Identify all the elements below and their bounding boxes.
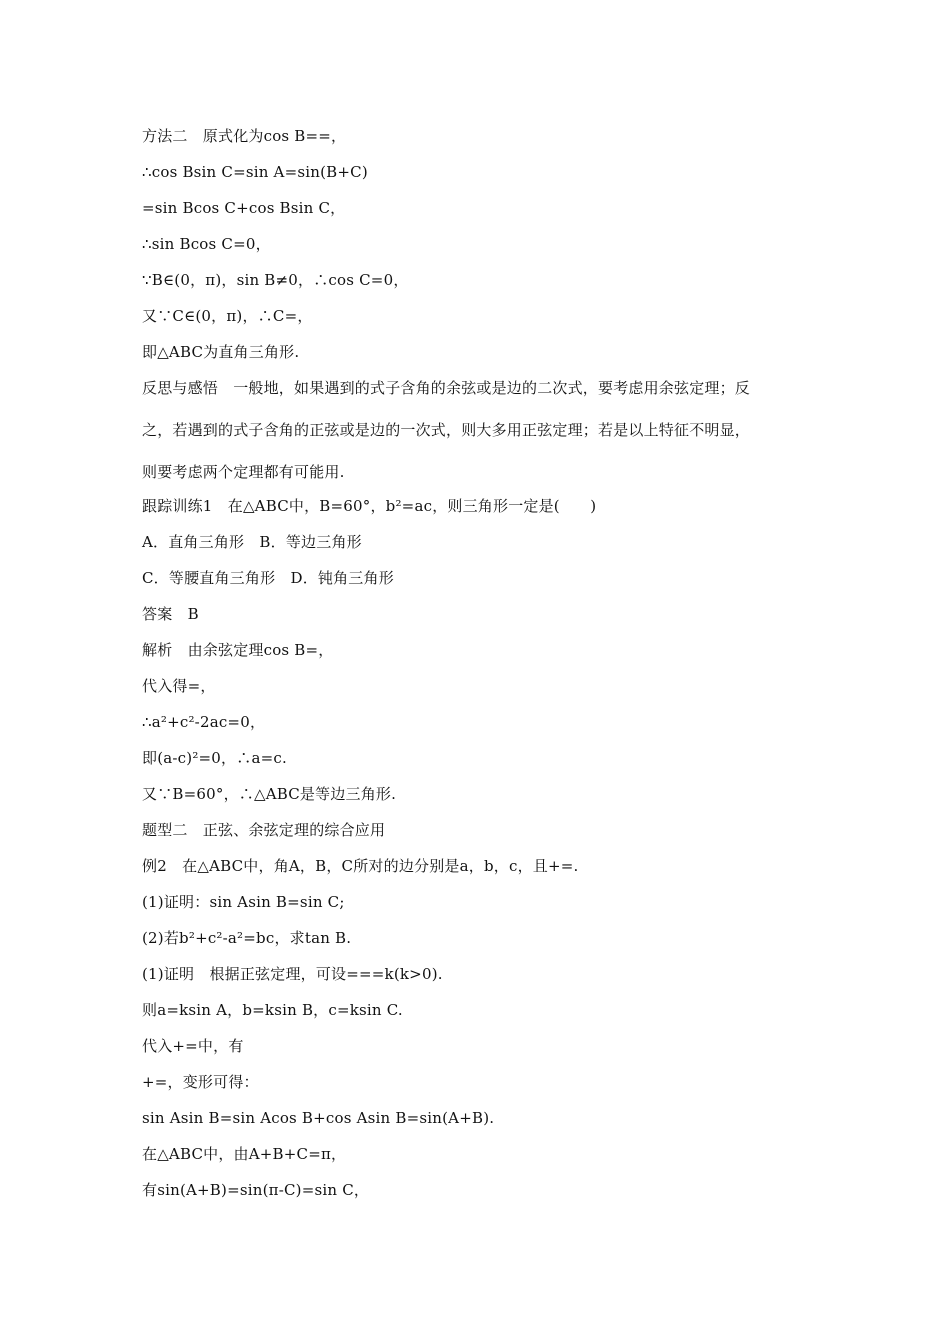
conclusion-line: 即△ABC为直角三角形. <box>142 343 300 361</box>
equation-line: 又∵C∈(0，π)，∴C=， <box>142 307 313 325</box>
reflection-paragraph-line: 之，若遇到的式子含角的正弦或是边的一次式，则大多用正弦定理；若是以上特征不明显， <box>142 421 751 439</box>
solution-line: ∴a²+c²-2ac=0， <box>142 713 266 731</box>
reflection-paragraph-line: 反思与感悟 一般地，如果遇到的式子含角的余弦或是边的二次式，要考虑用余弦定理；反 <box>142 379 751 397</box>
practice-question: 跟踪训练1 在△ABC中，B=60°，b²=ac，则三角形一定是( ) <box>142 497 597 515</box>
example-question: 例2 在△ABC中，角A，B，C所对的边分别是a，b，c，且+=. <box>142 857 579 875</box>
proof-line: 有sin(A+B)=sin(π-C)=sin C， <box>142 1181 370 1199</box>
solution-line: 即(a-c)²=0，∴a=c. <box>142 749 287 767</box>
proof-line: +=，变形可得： <box>142 1073 259 1091</box>
proof-line: 则a=ksin A，b=ksin B，c=ksin C. <box>142 1001 403 1019</box>
proof-line: 在△ABC中，由A+B+C=π， <box>142 1145 347 1163</box>
solution-line: 又∵B=60°，∴△ABC是等边三角形. <box>142 785 397 803</box>
solution-line: 代入得=， <box>142 677 216 695</box>
example-part-2: (2)若b²+c²-a²=bc，求tan B. <box>142 929 352 947</box>
proof-line: sin Asin B=sin Acos B+cos Asin B=sin(A+B). <box>142 1109 495 1127</box>
equation-line: ∵B∈(0，π)，sin B≠0，∴cos C=0， <box>142 271 409 289</box>
answer-options: C．等腰直角三角形 D．钝角三角形 <box>142 569 394 587</box>
reflection-paragraph-line: 则要考虑两个定理都有可能用. <box>142 463 345 481</box>
method-two-line: 方法二 原式化为cos B==， <box>142 127 347 145</box>
proof-line: (1)证明 根据正弦定理，可设===k(k>0). <box>142 965 443 983</box>
equation-line: ∴sin Bcos C=0， <box>142 235 271 253</box>
section-heading: 题型二 正弦、余弦定理的综合应用 <box>142 821 386 839</box>
example-part-1: (1)证明：sin Asin B=sin C; <box>142 893 345 911</box>
solution-line: 解析 由余弦定理cos B=， <box>142 641 334 659</box>
proof-line: 代入+=中，有 <box>142 1037 244 1055</box>
answer-line: 答案 B <box>142 605 199 623</box>
equation-line: ∴cos Bsin C=sin A=sin(B+C) <box>142 163 368 181</box>
answer-options: A．直角三角形 B．等边三角形 <box>142 533 362 551</box>
equation-line: =sin Bcos C+cos Bsin C， <box>142 199 346 217</box>
